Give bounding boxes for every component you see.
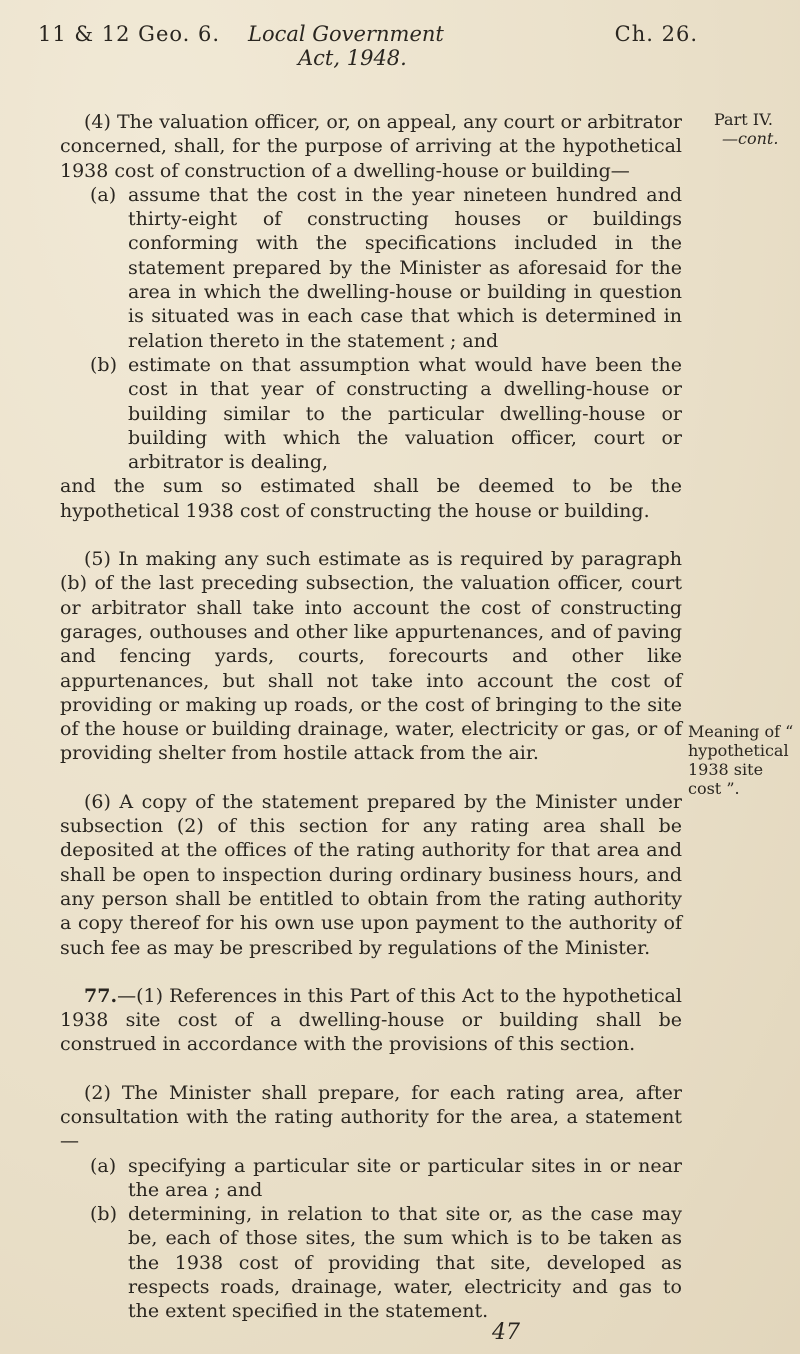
margin-cont-label: —cont. xyxy=(722,129,779,148)
item-text: determining, in relation to that site or, as the case may be, each of those sites, the sum which is to be taken as the 1938 cost of providing that site, developed as respects roads, drainage, water, electricity and gas to the extent specified in the statement. xyxy=(128,1203,682,1323)
margin-part-note xyxy=(714,110,778,148)
spacer xyxy=(60,1057,682,1081)
spacer xyxy=(60,523,682,547)
subsection-4b xyxy=(60,353,682,474)
section-77-1-text: —(1) References in this Part of this Act to the hypothetical 1938 site cost of a dwelling-house or building shall be construed in accordance with the provisions of this section. xyxy=(60,984,682,1056)
margin-part-label: Part IV. xyxy=(714,110,773,129)
margin-meaning-note: Meaning of “ hypothetical 1938 site cost ”. xyxy=(688,722,794,798)
body-text xyxy=(60,110,682,1324)
header-act-year: Act, 1948. xyxy=(298,46,407,70)
section-77-1 xyxy=(60,984,682,1057)
spacer xyxy=(60,960,682,984)
item-text: specifying a particular site or particular sites in or near the area ; and xyxy=(128,1154,682,1201)
header-act-title: Local Government xyxy=(248,22,444,46)
subsection-5: (5) In making any such estimate as is required by paragraph (b) of the last preceding subsection, the valuation officer, court or arbitrator shall take into account the cost of constructing garages, outhouses and other like appurtenances, and of paving and fencing yards, courts, forecourts and other like appurtenances, but shall not take into account the cost of providing or making up roads, or the cost of bringing to the site of the house or building drainage, water, electricity or gas, or of providing shelter from hostile attack from the air. xyxy=(60,548,682,765)
header-regnal-year: 11 & 12 Geo. 6. xyxy=(38,22,221,46)
section-77-2a xyxy=(60,1154,682,1203)
header-chapter: Ch. 26. xyxy=(614,22,698,46)
item-label: (a) xyxy=(90,183,117,206)
subsection-4-conclusion: and the sum so estimated shall be deemed to be the hypothetical 1938 cost of constructing the house or building. xyxy=(60,475,682,522)
item-label: (a) xyxy=(90,1154,117,1177)
item-text: assume that the cost in the year nineteen hundred and thirty-eight of constructing houses or buildings conforming with the specifications included in the statement prepared by the Minister as aforesaid for the area in which the dwelling-house or building in question is situated was in each case that which is determined in relation thereto in the statement ; and xyxy=(128,183,682,352)
item-text: estimate on that assumption what would have been the cost in that year of constructing a dwelling-house or building similar to the particular dwelling-house or building with which the valuation officer, court or arbitrator is dealing, xyxy=(128,353,682,474)
subsection-4: (4) The valuation officer, or, on appeal, any court or arbitrator concerned, shall, for the purpose of arriving at the hypothetical 1938 cost of construction of a dwelling-house or building— xyxy=(60,111,682,182)
spacer xyxy=(60,766,682,790)
item-label: (b) xyxy=(90,353,117,376)
section-77-2: (2) The Minister shall prepare, for each rating area, after consultation with the rating authority for the area, a statement— xyxy=(60,1081,682,1153)
page-number: 47 xyxy=(492,1320,520,1345)
running-header xyxy=(38,22,698,70)
section-number: 77. xyxy=(84,984,118,1007)
item-label: (b) xyxy=(90,1203,117,1226)
section-77-2b xyxy=(60,1202,682,1323)
subsection-4a xyxy=(60,183,682,353)
subsection-6: (6) A copy of the statement prepared by the Minister under subsection (2) of this section for any rating area shall be deposited at the offices of the rating authority for that area and shall be open to inspection during ordinary business hours, and any person shall be entitled to obtain from the rating authority a copy thereof for his own use upon payment to the authority of such fee as may be prescribed by regulations of the Minister. xyxy=(60,790,682,959)
